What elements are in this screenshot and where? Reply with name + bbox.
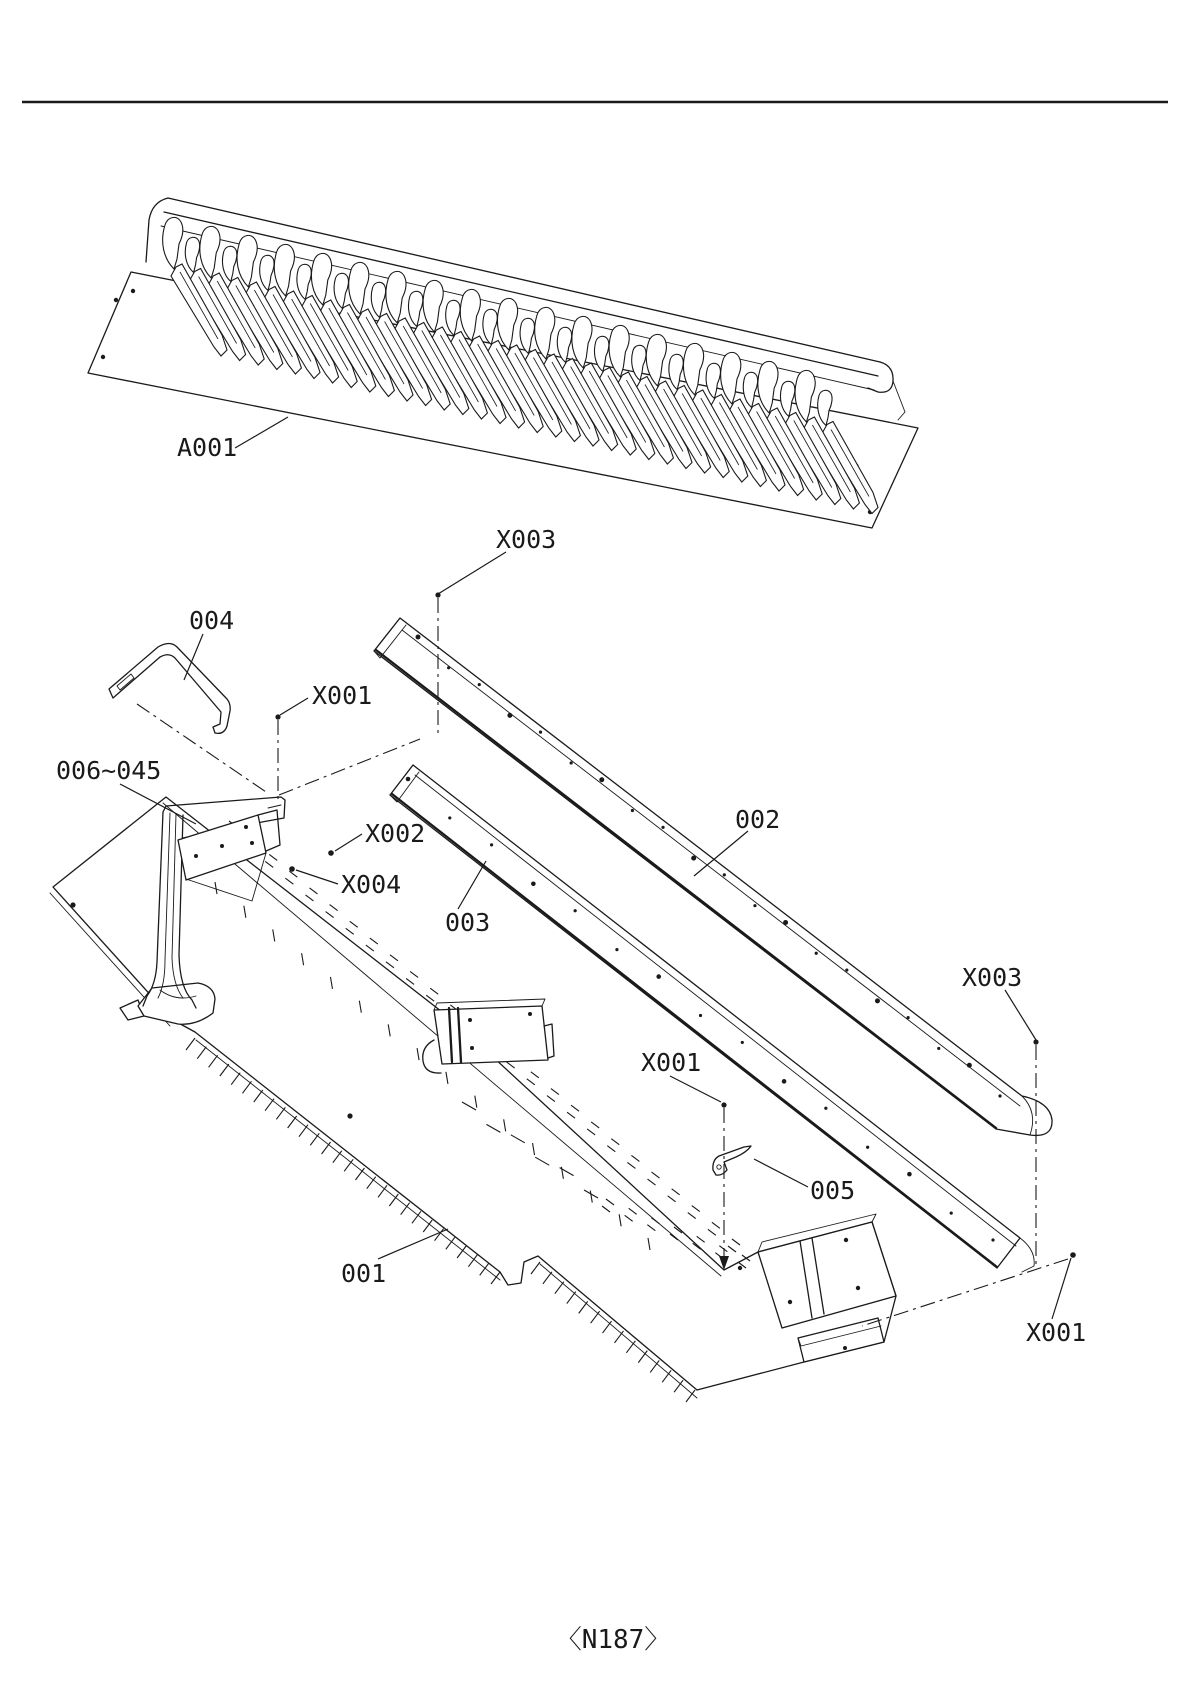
chassis-plate: [53, 797, 896, 1390]
part-005-clip: [713, 1146, 855, 1205]
label-001: 001: [341, 1259, 387, 1288]
assembled-view-a001: [88, 198, 918, 528]
part-001-chassis: [50, 797, 896, 1402]
label-004: 004: [189, 606, 235, 635]
label-002: 002: [735, 805, 781, 834]
label-x003-top: X003: [496, 525, 557, 554]
002-callout: [694, 805, 780, 876]
001-callout: [341, 1229, 448, 1288]
label-x001-mid: X001: [312, 681, 373, 710]
a001-callout: [177, 417, 288, 462]
label-x003-right: X003: [962, 963, 1023, 992]
chassis-center-bracket: [423, 999, 554, 1073]
label-x001-right: X001: [1026, 1318, 1087, 1347]
x001-mid-callout: [137, 681, 420, 799]
label-x002: X002: [365, 819, 426, 848]
bracket-004-body: [109, 644, 230, 734]
part-004-bracket: [109, 606, 234, 733]
label-006-045: 006~045: [56, 756, 162, 785]
label-005: 005: [810, 1176, 856, 1205]
003-callout: [445, 861, 490, 937]
label-x004: X004: [341, 870, 402, 899]
label-a001: A001: [177, 433, 238, 462]
x004-callout: [289, 866, 401, 899]
clip-005-body: [713, 1146, 751, 1175]
label-003: 003: [445, 908, 491, 937]
005-callout: [754, 1159, 855, 1205]
x002-callout: [328, 819, 425, 856]
page-code: 〈N187〉: [555, 1625, 671, 1655]
label-x001-bottom: X001: [641, 1048, 702, 1077]
